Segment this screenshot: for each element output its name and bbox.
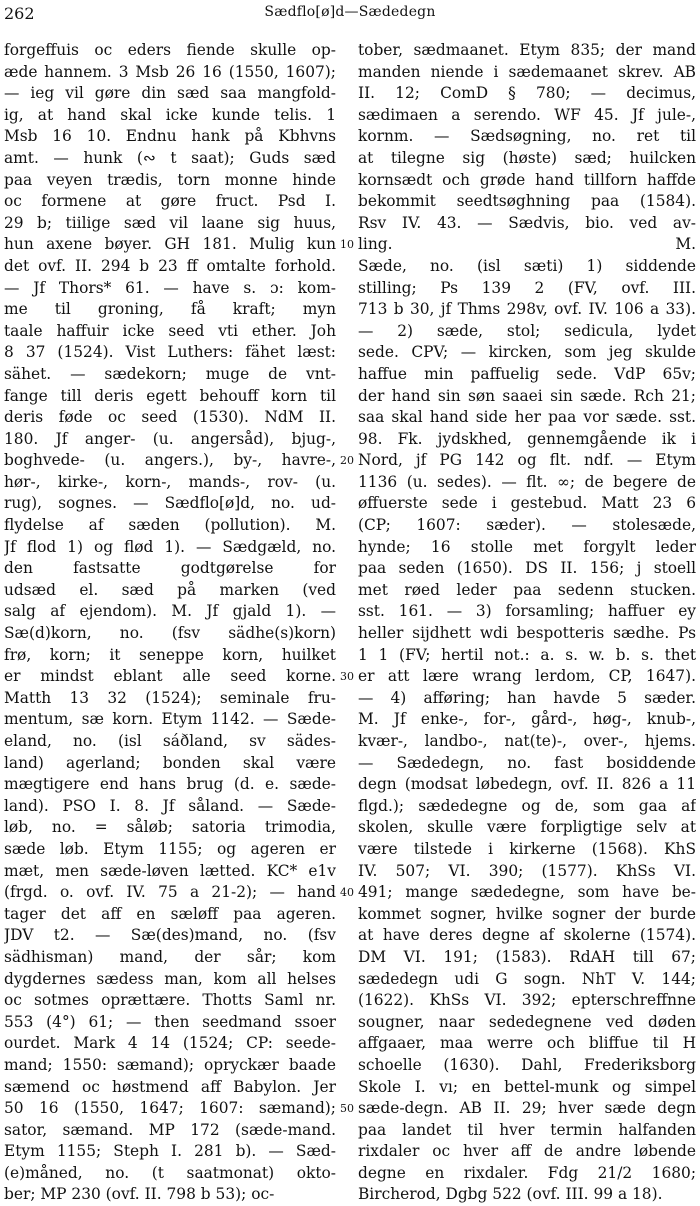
left-column-line: paa veyen trædis, torn monne hinde: [4, 170, 336, 189]
right-column-line: der hand sin søn saaei sin sæde. Rch 21;: [358, 386, 696, 405]
line-number: 40: [340, 886, 354, 900]
left-column-line: den fastsatte godtgørelse for: [4, 559, 336, 578]
line-number: 10: [340, 238, 354, 252]
right-column-line: II. 12; ComD § 780; — decimus,: [358, 84, 696, 103]
left-column-line: sator, sæmand. MP 172 (sæde-mand.: [4, 1120, 336, 1139]
right-column-line: 713 b 30, jf Thms 298v, ovf. IV. 106 a 33).: [358, 300, 696, 319]
line-number: 20: [340, 454, 354, 468]
right-column-line: øffuerste sede i gestebud. Matt 23 6: [358, 494, 696, 513]
left-column-line: Msb 16 10. Endnu hank på Kbhvns: [4, 127, 336, 146]
right-column-line: saa skal hand side her paa vor sæde. sst.: [358, 408, 696, 427]
right-column-line: sædimaen a serendo. WF 45. Jf jule-,: [358, 105, 696, 124]
left-column-line: 180. Jf anger- (u. angersåd), bjug-,: [4, 429, 336, 448]
left-column-line: land). PSO I. 8. Jf såland. — Sæde-: [4, 796, 336, 815]
right-column-line: IV. 507; VI. 390; (1577). KhSs VI.: [358, 861, 696, 880]
right-column-line: sede. CPV; — kircken, som jeg skulde: [358, 343, 696, 362]
right-column-line: — 4) afføring; han havde 5 sæder.: [358, 688, 696, 707]
left-column-line: JDV t2. — Sæ(des)mand, no. (fsv: [4, 926, 336, 945]
right-column-line: kommet sogner, hvilke sogner der burde: [358, 904, 696, 923]
right-column-line: paa seden (1650). DS II. 156; j stoell: [358, 559, 696, 578]
right-column-line: Bircherod, Dgbg 522 (ovf. III. 99 a 18).: [358, 1185, 663, 1204]
left-column-line: flydelse af sæden (pollution). M.: [4, 516, 336, 535]
right-column-line: — Sædedegn, no. fast bosiddende: [358, 753, 696, 772]
right-column-line: (CP; 1607: sæder). — stolesæde,: [358, 516, 696, 535]
left-column-line: Sæ(d)korn, no. (fsv sädhe(s)korn): [4, 624, 336, 643]
right-column-line: haffue min paffuelig sede. VdP 65v;: [358, 364, 696, 383]
right-column-line: met røed leder paa sedenn stucken.: [358, 580, 696, 599]
right-column-line: 1 1 (FV; hertil not.: a. s. w. b. s. thet: [358, 645, 696, 664]
left-column-line: oc sotmes oprættære. Thotts Saml nr.: [4, 991, 336, 1010]
left-column-line: hun axene bøyer. GH 181. Mulig kun: [4, 235, 336, 254]
right-column-line: ling. M.: [358, 235, 696, 254]
right-column-line: — 2) sæde, stol; sedicula, lydet: [358, 321, 696, 340]
left-column-line: 50 16 (1550, 1647; 1607: sæmand);: [4, 1099, 336, 1118]
left-column-line: forgeffuis oc eders fiende skulle op-: [4, 41, 336, 59]
left-column-line: løb, no. = såløb; satoria trimodia,: [4, 818, 336, 837]
right-column-line: skolen, skulle være forpligtige selv at: [358, 818, 696, 837]
right-column-line: Rsv IV. 43. — Sædvis, bio. ved av-: [358, 213, 696, 232]
left-column-line: (frgd. o. ovf. IV. 75 a 21-2); — hand: [4, 883, 336, 902]
left-column-line: — ieg vil gøre din sæd saa mangfold-: [4, 84, 336, 103]
left-column-line: fange till deris egett behouff korn til: [4, 386, 336, 405]
right-column-line: degn (modsat løbedegn, ovf. II. 826 a 11: [358, 775, 696, 794]
left-column-line: æde hannem. 3 Msb 26 16 (1550, 1607);: [4, 62, 336, 81]
left-column: [4, 40, 336, 1206]
left-column-line: Matth 13 32 (1524); seminale fru-: [4, 688, 336, 707]
left-column-line: dygdernes sædess man, kom all helses: [4, 969, 336, 988]
right-column-line: hynde; 16 stolle met forgylt leder: [358, 537, 696, 556]
left-column-line: ourdet. Mark 4 14 (1524; CP: seede-: [4, 1034, 336, 1053]
right-column-line: degne en rixdaler. Fdg 21/2 1680;: [358, 1163, 696, 1182]
right-column-line: kvær-, landbo-, nat(te)-, over-, hjems.: [358, 732, 696, 750]
right-column-line: heller sijdhett wdi bespotteris sædhe. Ps: [358, 624, 696, 643]
left-column-line: sæde løb. Etym 1155; og ageren er: [4, 839, 336, 858]
right-column-line: kornm. — Sædsøgning, no. ret til: [358, 127, 696, 146]
left-column-line: mentum, sæ korn. Etym 1142. — Sæde-: [4, 710, 336, 729]
right-column-line: være tilstede i kirkerne (1568). KhS: [358, 839, 696, 858]
left-column-line: mægtigere end hans brug (d. e. sæde-: [4, 775, 336, 794]
left-column-line: deris føde oc seed (1530). NdM II.: [4, 408, 336, 427]
right-column-line: sæde-degn. AB II. 29; hver sæde degn: [358, 1099, 696, 1118]
left-column-line: mæt, men sæde-løven lætted. KC* e1v: [4, 861, 336, 880]
right-column-line: stilling; Ps 139 2 (FV, ovf. III.: [358, 278, 696, 297]
right-column-line: kornsædt och grøde hand tillforn haffde: [358, 170, 696, 189]
left-column-line: 8 37 (1524). Vist Luthers: fähet læst:: [4, 343, 336, 362]
left-column-line: eland, no. (isl sáðland, sv sädes-: [4, 732, 336, 750]
right-column-line: schoelle (1630). Dahl, Frederiksborg: [358, 1055, 696, 1074]
left-column-line: oc formene at gøre fruct. Psd I.: [4, 192, 336, 211]
right-column-line: (1622). KhSs VI. 392; epterschreffnne: [358, 991, 696, 1010]
left-column-line: ber; MP 230 (ovf. II. 798 b 53); oc-: [4, 1185, 275, 1204]
left-column-line: hør-, kirke-, korn-, mands-, rov- (u.: [4, 472, 336, 491]
right-column-line: Skole I. vı; en bettel-munk og simpel: [358, 1077, 696, 1096]
right-column-line: DM VI. 191; (1583). RdAH till 67;: [358, 947, 696, 966]
right-column-line: flgd.); sædedegne og de, som gaa af: [358, 796, 696, 815]
left-column-line: frø, korn; it seneppe korn, huilket: [4, 645, 336, 664]
right-column-line: 1136 (u. sedes). — flt. ∞; de begere de: [358, 472, 696, 491]
left-column-line: boghvede- (u. angers.), by-, havre-,: [4, 451, 336, 470]
right-column-line: at tilegne sig (høste) sæd; huilcken: [358, 148, 696, 167]
left-column-line: — Jf Thors* 61. — have s. ɔ: kom-: [4, 278, 336, 297]
left-column-line: land) agerland; bonden skal være: [4, 753, 336, 772]
left-column-line: tager det aff en sæløff paa ageren.: [4, 904, 336, 923]
right-column-line: Nord, jf PG 142 og flt. ndf. — Etym: [358, 451, 696, 470]
page-header: [0, 0, 700, 30]
right-column-line: tober, sædmaanet. Etym 835; der mand: [358, 41, 696, 59]
right-column-line: sædedegn udi G sogn. NhT V. 144;: [358, 969, 696, 988]
right-column-line: manden niende i sædemaanet skrev. AB: [358, 62, 696, 81]
running-head: Sædflo[ø]d—Sædedegn: [264, 4, 436, 20]
left-column-line: me til groning, få kraft; myn: [4, 300, 336, 319]
left-column-line: sähet. — sædekorn; muge de vnt-: [4, 364, 336, 383]
left-column-line: mand; 1550: sæmand); opryckær baade: [4, 1055, 336, 1074]
left-column-line: 553 (4°) 61; — then seedmand ssoer: [4, 1012, 336, 1031]
right-column-line: bekommit seedtsøghning paa (1584).: [358, 192, 696, 211]
line-number-gutter: [336, 40, 358, 1140]
left-column-line: 29 b; tiilige sæd vil laane sig huus,: [4, 213, 336, 232]
right-column-line: 491; mange sædedegne, som have be-: [358, 883, 696, 902]
page-number: 262: [4, 4, 35, 23]
left-column-line: Jf flod 1) og flød 1). — Sædgæld, no.: [4, 537, 336, 556]
left-column-line: det ovf. II. 294 b 23 ff omtalte forhold.: [4, 256, 336, 275]
right-column: [358, 40, 696, 1206]
right-column-line: paa landet til hver termin halfanden: [358, 1120, 696, 1139]
right-column-line: 98. Fk. jydskhed, gennemgående ik i: [358, 429, 696, 448]
left-column-line: sädhisman) mand, der sår; kom: [4, 947, 336, 966]
right-column-line: rixdaler oc hver aff de andre løbende: [358, 1142, 696, 1161]
line-number: 50: [340, 1102, 354, 1116]
right-column-line: er att lære wrang lerdom, CP, 1647).: [358, 667, 696, 686]
left-column-line: (e)måned, no. (t saatmonat) okto-: [4, 1163, 336, 1182]
right-column-line: sst. 161. — 3) forsamling; haffuer ey: [358, 602, 696, 621]
left-column-line: udsæd el. sæd på marken (ved: [4, 580, 336, 599]
left-column-line: taale haffuir icke seed vti ether. Joh: [4, 321, 336, 340]
left-column-line: rug), sognes. — Sædflo[ø]d, no. ud-: [4, 494, 336, 513]
line-number: 30: [340, 670, 354, 684]
left-column-line: amt. — hunk (∾ t saat); Guds sæd: [4, 148, 336, 167]
left-column-line: er mindst eblant alle seed korne.: [4, 667, 336, 686]
left-column-line: sæmend oc høstmend aff Babylon. Jer: [4, 1077, 336, 1096]
right-column-line: Sæde, no. (isl sæti) 1) siddende: [358, 256, 696, 275]
left-column-line: salg af ejendom). M. Jf gjald 1). —: [4, 602, 336, 621]
right-column-line: M. Jf enke-, for-, gård-, høg-, knub-,: [358, 710, 696, 729]
right-column-line: sougner, naar sededegnene ved døden: [358, 1012, 696, 1031]
left-column-line: ig, at hand skal icke kunde telis. 1: [4, 105, 336, 124]
left-column-line: Etym 1155; Steph I. 281 b). — Sæd-: [4, 1142, 336, 1161]
right-column-line: at have deres degne af skolerne (1574).: [358, 926, 696, 945]
right-column-line: affgaaer, maa werre och bliffue til H: [358, 1034, 696, 1053]
